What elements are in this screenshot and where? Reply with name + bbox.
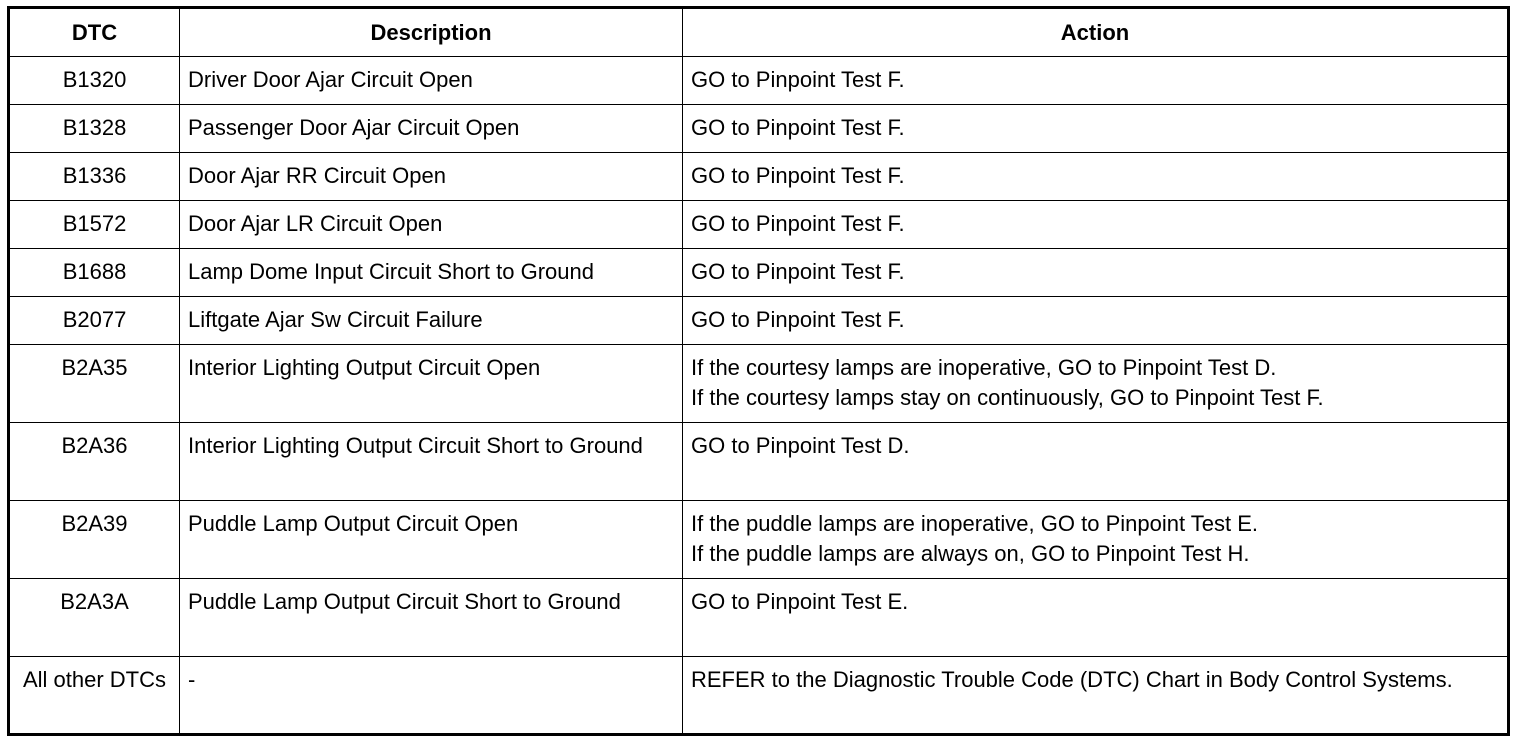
action-line: If the puddle lamps are inoperative, GO to Pinpoint Test E. <box>691 511 1259 536</box>
table-row <box>9 579 1509 657</box>
dtc-action <box>683 57 1509 105</box>
dtc-code: B1328 <box>9 105 180 153</box>
action-line: GO to Pinpoint Test F. <box>691 67 905 92</box>
dtc-description: Door Ajar RR Circuit Open <box>180 153 683 201</box>
dtc-action <box>683 153 1509 201</box>
action-line: GO to Pinpoint Test E. <box>691 589 909 614</box>
dtc-table <box>7 6 1510 736</box>
table-row <box>9 297 1509 345</box>
action-line: REFER to the Diagnostic Trouble Code (DTC) Chart in Body Control Systems. <box>691 667 1453 692</box>
dtc-action <box>683 201 1509 249</box>
dtc-description: Puddle Lamp Output Circuit Short to Ground <box>180 579 683 657</box>
action-line: If the courtesy lamps stay on continuously, GO to Pinpoint Test F. <box>691 385 1324 410</box>
header-description: Description <box>180 8 683 57</box>
table-row <box>9 249 1509 297</box>
action-line: If the courtesy lamps are inoperative, GO to Pinpoint Test D. <box>691 355 1277 380</box>
dtc-description: Passenger Door Ajar Circuit Open <box>180 105 683 153</box>
dtc-action <box>683 501 1509 579</box>
action-line: GO to Pinpoint Test F. <box>691 307 905 332</box>
action-line: GO to Pinpoint Test F. <box>691 211 905 236</box>
table-row <box>9 105 1509 153</box>
dtc-code: B1572 <box>9 201 180 249</box>
dtc-code: B2077 <box>9 297 180 345</box>
dtc-code: B1320 <box>9 57 180 105</box>
table-row <box>9 501 1509 579</box>
dtc-description: - <box>180 657 683 735</box>
dtc-description: Puddle Lamp Output Circuit Open <box>180 501 683 579</box>
action-line: GO to Pinpoint Test D. <box>691 433 910 458</box>
table-row <box>9 57 1509 105</box>
dtc-description: Interior Lighting Output Circuit Short to Ground <box>180 423 683 501</box>
table-row <box>9 423 1509 501</box>
table-row <box>9 153 1509 201</box>
action-line: GO to Pinpoint Test F. <box>691 115 905 140</box>
dtc-description: Door Ajar LR Circuit Open <box>180 201 683 249</box>
dtc-action <box>683 297 1509 345</box>
dtc-code: B2A3A <box>9 579 180 657</box>
dtc-action <box>683 579 1509 657</box>
dtc-description: Driver Door Ajar Circuit Open <box>180 57 683 105</box>
action-line: GO to Pinpoint Test F. <box>691 163 905 188</box>
table-row <box>9 201 1509 249</box>
dtc-code: B2A35 <box>9 345 180 423</box>
dtc-action <box>683 423 1509 501</box>
dtc-description: Lamp Dome Input Circuit Short to Ground <box>180 249 683 297</box>
header-dtc: DTC <box>9 8 180 57</box>
action-line: GO to Pinpoint Test F. <box>691 259 905 284</box>
table-row <box>9 345 1509 423</box>
dtc-description: Interior Lighting Output Circuit Open <box>180 345 683 423</box>
header-action: Action <box>683 8 1509 57</box>
dtc-action <box>683 105 1509 153</box>
dtc-code: B1336 <box>9 153 180 201</box>
table-row <box>9 657 1509 735</box>
dtc-action <box>683 345 1509 423</box>
dtc-code: B1688 <box>9 249 180 297</box>
dtc-code: B2A39 <box>9 501 180 579</box>
dtc-action <box>683 249 1509 297</box>
dtc-code: All other DTCs <box>9 657 180 735</box>
dtc-action <box>683 657 1509 735</box>
header-row <box>9 8 1509 57</box>
action-line: If the puddle lamps are always on, GO to Pinpoint Test H. <box>691 541 1250 566</box>
dtc-description: Liftgate Ajar Sw Circuit Failure <box>180 297 683 345</box>
dtc-code: B2A36 <box>9 423 180 501</box>
